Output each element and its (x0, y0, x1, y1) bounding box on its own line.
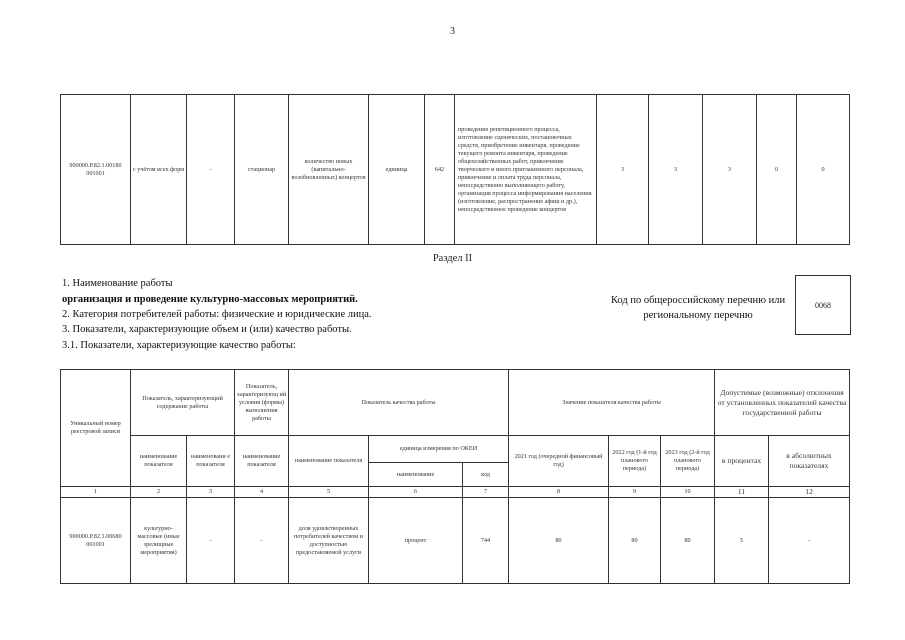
description-cell: проведение репетиционного процесса, изготовление сценических, постановочных средств, приобретение инвентаря, проведение текущего ремонта инвентаря, проведение общехозяйственных работ, привлечение творческого и иного приглашенного персонала, привлечение и оплата труда персонала, непосредственно выполняющего работу, организация процесса информирования населения (изготовление, распространение афиш и др.), непосредствeнное проведение концертов (455, 95, 597, 245)
content-cell: - (187, 498, 235, 584)
column-number: 5 (289, 487, 369, 498)
column-number: 11 (715, 487, 769, 498)
work-name-label: 1. Наименование работы (62, 278, 173, 289)
table-row (61, 498, 850, 584)
column-numbers-row (61, 487, 850, 498)
register-number-cell: 900000.Р.82.1.00680 001001 (61, 498, 131, 584)
condition-cell: - (235, 498, 289, 584)
column-number: 10 (661, 487, 715, 498)
condition-header: Показатель, характеризующ ий условия (формы) выполнения работы (235, 370, 289, 436)
absolute-cell: - (769, 498, 850, 584)
page-number: 3 (450, 26, 455, 37)
registry-code-label: Код по общероссийскому перечню или региональному перечню (610, 295, 786, 321)
column-number: 8 (509, 487, 609, 498)
content-cell: - (187, 95, 235, 245)
percent-cell: 5 (715, 498, 769, 584)
quality-indicators-table (60, 369, 850, 584)
column-number: 3 (187, 487, 235, 498)
column-number: 12 (769, 487, 850, 498)
deviation-header: Допустимые (возможные) отклонения от установленных показателей качества государственной работы (715, 370, 850, 436)
year-2022-header: 2022 год (1-й год планового периода) (609, 436, 661, 487)
indicator-name-cell: количество новых (капитально-возобновленных) концертов (289, 95, 369, 245)
percent-header: в процентах (715, 436, 769, 487)
deviation-absolute-cell: 0 (797, 95, 850, 245)
register-number-cell: 900000.Р.82.1.00180 001001 (61, 95, 131, 245)
value-2023-cell: 3 (703, 95, 757, 245)
value-2022-cell: 80 (609, 498, 661, 584)
header-row (61, 370, 850, 436)
work-name-value: организация и проведение культурно-массовых мероприятий. (62, 294, 358, 305)
value-2021-cell: 3 (597, 95, 649, 245)
column-number: 1 (61, 487, 131, 498)
quality-indicator-header: Показатель качества работы (289, 370, 509, 436)
condition-name-header: наименование показателя (235, 436, 289, 487)
condition-cell: стационар (235, 95, 289, 245)
quality-indicators-table-continued (60, 94, 850, 245)
content-cell: культурно-массовые (иные зрелищные мероприятия) (131, 498, 187, 584)
column-number: 7 (463, 487, 509, 498)
column-number: 2 (131, 487, 187, 498)
consumer-category: 2. Категория потребителей работы: физические и юридические лица. (62, 309, 372, 320)
content-cell: с учётом всех форм (131, 95, 187, 245)
content-name-header: наименование показателя (131, 436, 187, 487)
value-2023-cell: 80 (661, 498, 715, 584)
quality-values-header: Значение показателя качества работы (509, 370, 715, 436)
okei-unit-header: единица измерения по ОКЕИ (369, 436, 509, 463)
unit-name-header: наименование (369, 463, 463, 487)
deviation-percent-cell: 0 (757, 95, 797, 245)
unit-code-header: код (463, 463, 509, 487)
okei-code-cell: 642 (425, 95, 455, 245)
column-number: 9 (609, 487, 661, 498)
column-number: 4 (235, 487, 289, 498)
content-name-header: наименовани е показателя (187, 436, 235, 487)
indicator-cell: доля удовлетворенных потребителей качеством и доступностью предоставляемой услуги (289, 498, 369, 584)
register-number-header: Уникальный номер реестровой записи (61, 370, 131, 487)
unit-cell: процент (369, 498, 463, 584)
value-2021-cell: 80 (509, 498, 609, 584)
indicators-heading: 3. Показатели, характеризующие объем и (или) качество работы. (62, 324, 352, 335)
header-row (61, 436, 850, 463)
table-row (61, 95, 850, 245)
value-2022-cell: 3 (649, 95, 703, 245)
unit-cell: единица (369, 95, 425, 245)
year-2023-header: 2023 год (2-й год планового периода) (661, 436, 715, 487)
year-2021-header: 2021 год (очередной финансовый год) (509, 436, 609, 487)
indicator-name-header: наименование показателя (289, 436, 369, 487)
section-title: Раздел II (432, 253, 473, 264)
absolute-header: в абсолютных показателях (769, 436, 850, 487)
column-number: 6 (369, 487, 463, 498)
registry-code-value: 0068 (795, 275, 851, 335)
quality-indicators-heading: 3.1. Показатели, характеризующие качество работы: (62, 340, 296, 351)
content-header: Показатель, характеризующий содержание работы (131, 370, 235, 436)
unit-code-cell: 744 (463, 498, 509, 584)
